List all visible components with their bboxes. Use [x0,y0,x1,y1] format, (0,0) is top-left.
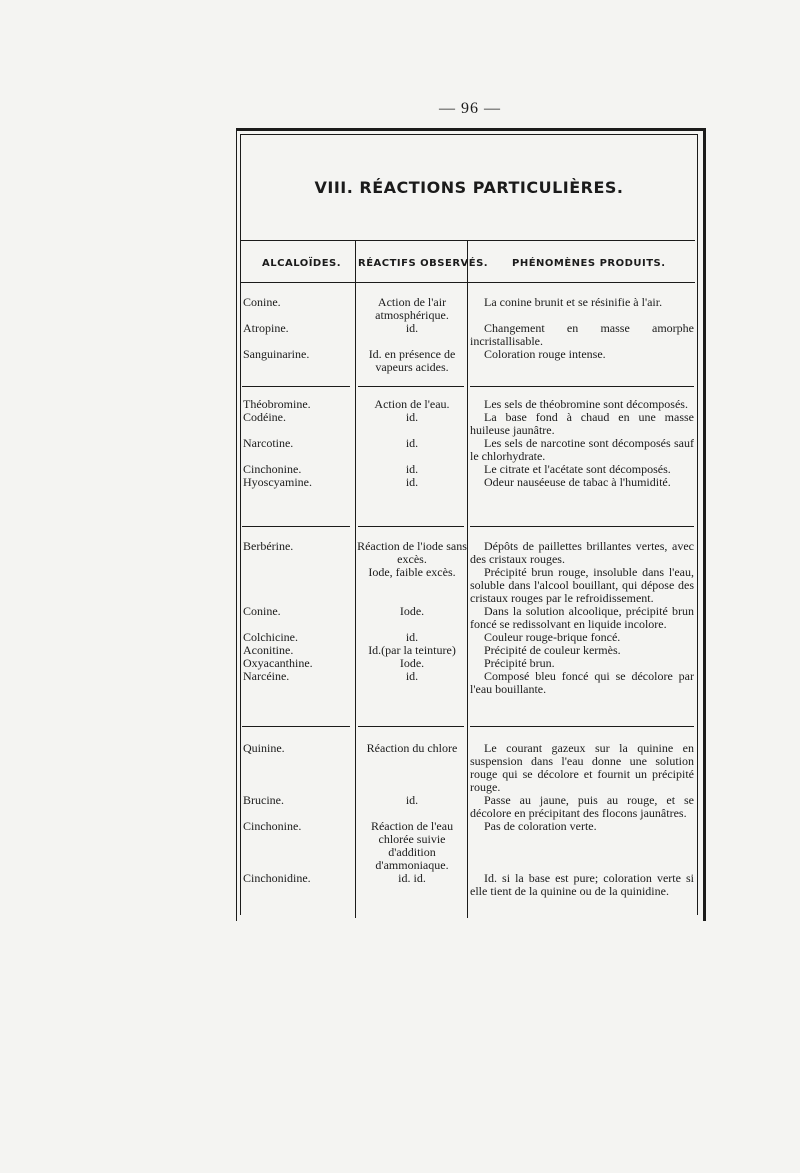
reagent: id. [405,410,419,424]
alkaloid-name: Narcotine. [243,436,294,450]
phenomenon: Passe au jaune, puis au rouge, et se décolore en précipitant des flocons jaunâtres. [470,793,694,820]
alkaloid-name: Berbérine. [243,539,294,553]
phenomenon: Composé bleu foncé qui se décolore par l'eau bouillante. [470,669,694,696]
table-group-1 [241,296,696,374]
phenomenon: Les sels de théobromine sont décomposés. [484,397,688,411]
column-header-reactifs: RÉACTIFS OBSERVÉS. [358,258,489,269]
reagent: Iode. [399,604,425,618]
phenomenon: Couleur rouge-brique foncé. [484,630,621,644]
alkaloid-name: Aconitine. [243,643,294,657]
group-rule [358,526,464,527]
reagent: Réaction du chlore [366,741,458,755]
alkaloid-name: Cinchonine. [243,462,302,476]
alkaloid-name: Brucine. [243,793,284,807]
table-row [241,670,696,696]
group-rule [242,386,350,387]
phenomenon: Pas de coloration verte. [484,819,597,833]
reagent: id. [405,321,419,335]
reagent: Action de l'eau. [374,397,450,411]
phenomenon: Précipité de couleur kermès. [484,643,621,657]
table-row [241,348,696,374]
alkaloid-name: Oxyacanthine. [243,656,313,670]
header-top-rule [241,240,695,241]
alkaloid-name: Cinchonidine. [243,871,311,885]
table-row [241,476,696,489]
table-row [241,411,696,437]
table-row [241,794,696,820]
group-rule [358,726,464,727]
group-rule [470,386,694,387]
table-row [241,437,696,463]
table-title: VIII. RÉACTIONS PARTICULIÈRES. [314,178,624,197]
group-rule [242,526,350,527]
alkaloid-name: Narcéine. [243,669,290,683]
alkaloid-name: Hyoscyamine. [243,475,312,489]
phenomenon: Précipité brun rouge, insoluble dans l'eau, soluble dans l'alcool bouillant, qui dépose des cristaux rouges par le refroidissement. [470,565,694,605]
phenomenon: Dans la solution alcoolique, précipité brun foncé se redissolvant en liquide incolore. [470,604,694,631]
phenomenon: Changement en masse amorphe incristallisable. [470,321,694,348]
alkaloid-name: Cinchonine. [243,819,302,833]
header-bottom-rule [241,282,695,283]
alkaloid-name: Théobromine. [243,397,311,411]
table-group-3 [241,540,696,696]
phenomenon: Id. si la base est pure; coloration verte si elle tient de la quinine ou de la quinidine. [470,871,694,898]
phenomenon: Odeur nauséeuse de tabac à l'humidité. [484,475,671,489]
table-group-2 [241,398,696,489]
table-row [241,322,696,348]
table-row [241,631,696,644]
table-row [241,872,696,898]
alkaloid-name: Colchicine. [243,630,298,644]
alkaloid-name: Codéine. [243,410,286,424]
reagent: Réaction de l'eau chlorée suivie d'addition d'ammoniaque. [370,819,454,872]
reagent: id. [405,669,419,683]
alkaloid-name: Atropine. [243,321,289,335]
group-rule [470,526,694,527]
alkaloid-name [241,566,355,605]
reagent: Réaction de l'iode sans excès. [357,539,467,566]
reagent: Id.(par la teinture) [368,643,456,657]
group-rule [470,726,694,727]
reagent: id. [405,462,419,476]
group-rule [358,386,464,387]
phenomenon: Le citrate et l'acétate sont décomposés. [484,462,671,476]
table-row [241,605,696,631]
reagent: id. [405,793,419,807]
table-row [241,540,696,566]
reagent: Iode. [399,656,425,670]
phenomenon: Dépôts de paillettes brillantes vertes, avec des cristaux rouges. [470,539,694,566]
reagent: Action de l'air atmosphérique. [375,295,449,322]
table-row [241,820,696,872]
phenomenon: La conine brunit et se résinifie à l'air. [484,295,663,309]
column-header-phenomenes: PHÉNOMÈNES PRODUITS. [512,258,666,269]
alkaloid-name: Sanguinarine. [243,347,310,361]
phenomenon: Les sels de narcotine sont décomposés sauf le chlorhydrate. [470,436,694,463]
phenomenon: La base fond à chaud en une masse huileuse jaunâtre. [470,410,694,437]
alkaloid-name: Conine. [243,604,281,618]
table-row [241,566,696,605]
reagent: id. id. [398,871,426,885]
table-row [241,742,696,794]
reagent: id. [405,630,419,644]
phenomenon: Coloration rouge intense. [484,347,606,361]
page-number: — 96 — [439,100,501,117]
table-group-4 [241,742,696,898]
reagent: id. [405,475,419,489]
phenomenon: Précipité brun. [484,656,555,670]
phenomenon: Le courant gazeux sur la quinine en suspension dans l'eau donne une solution rouge qui se décolore et fournit un précipité rouge. [470,741,694,794]
column-header-alcaloides: ALCALOÏDES. [262,258,342,269]
table-row [241,296,696,322]
reagent: Iode, faible excès. [368,565,456,579]
alkaloid-name: Conine. [243,295,281,309]
alkaloid-name: Quinine. [243,741,285,755]
reagent: Id. en présence de vapeurs acides. [368,347,456,374]
group-rule [242,726,350,727]
reagent: id. [405,436,419,450]
